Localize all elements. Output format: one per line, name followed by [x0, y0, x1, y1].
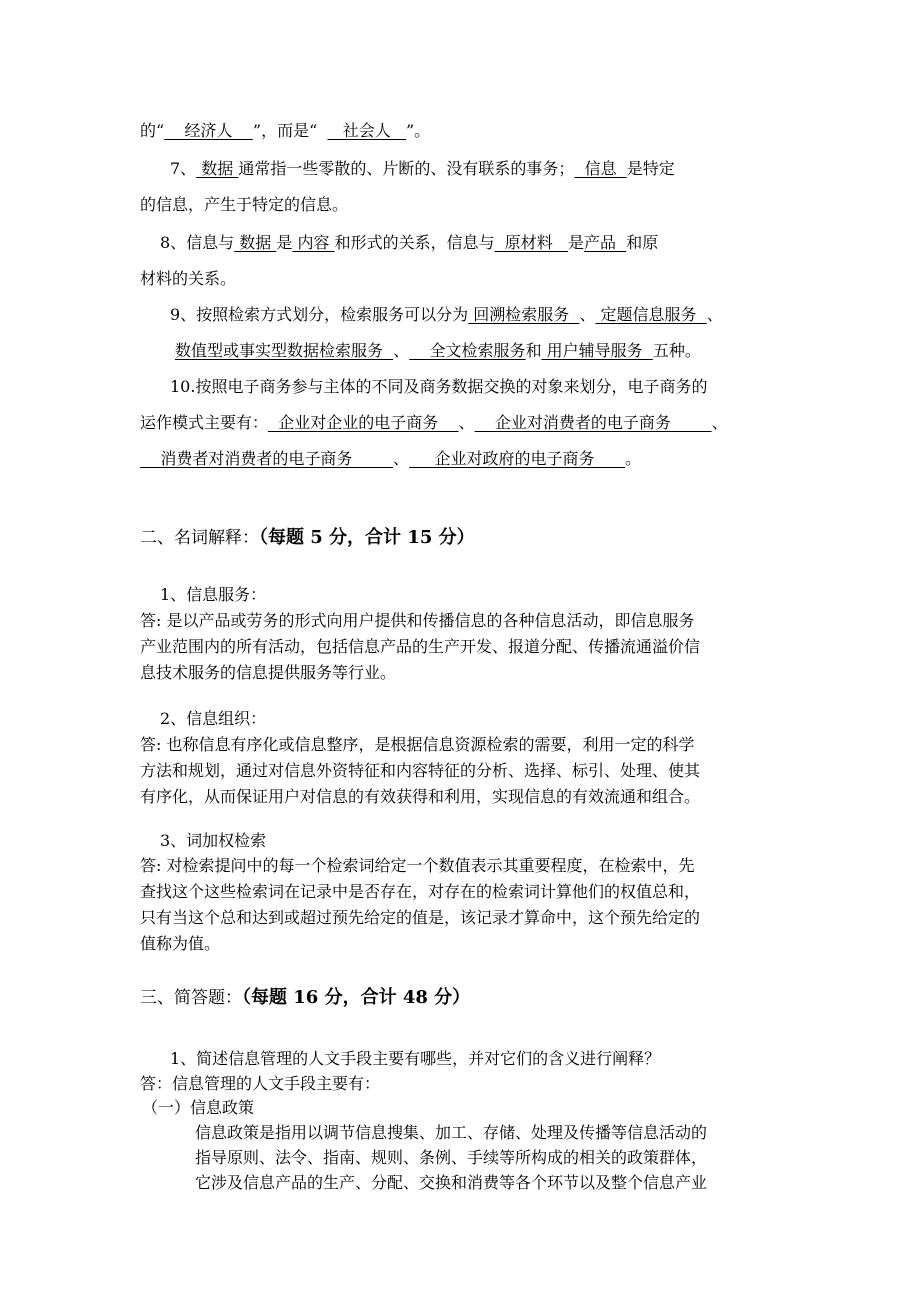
term-2-answer-line-2: 方法和规划，通过对信息外资特征和内容特征的分析、选择、标引、处理、使其 — [140, 761, 701, 780]
fill-line-economic-man: 的“ 经济人 ”，而是“ 社会人 ”。 — [140, 121, 431, 140]
term-1-answer-line-2: 产业范围内的所有活动，包括信息产品的生产开发、报道分配、传播流通溢价信 — [140, 637, 701, 656]
section-3-heading: 三、简答题：（每题 16 分，合计 48 分） — [140, 987, 471, 1008]
term-2-title: 2、信息组织： — [160, 709, 267, 728]
term-3-answer-line-4: 值称为值。 — [140, 934, 221, 953]
question-10-line-3: 消费者对消费者的电子商务 、 企业对政府的电子商务 。 — [140, 449, 642, 468]
term-1-title: 1、信息服务： — [160, 585, 267, 604]
question-7-line-1: 7、 数据 通常指一些零散的、片断的、没有联系的事务； 信息 是特定 — [170, 159, 675, 178]
question-10-line-1: 10.按照电子商务参与主体的不同及商务数据交换的对象来划分，电子商务的 — [170, 377, 708, 396]
term-2-answer-line-1: 答: 也称信息有序化或信息整序，是根据信息资源检索的需要，利用一定的科学 — [140, 735, 695, 754]
question-9-line-2: 数值型或事实型数据检索服务 、 全文检索服务和 用户辅导服务 五种。 — [175, 341, 701, 360]
short-answer-subheading: （一）信息政策 — [142, 1098, 255, 1117]
short-answer-line-2: 指导原则、法令、指南、规则、条例、手续等所构成的相关的政策群体， — [195, 1148, 708, 1167]
term-1-answer-line-1: 答: 是以产品或劳务的形式向用户提供和传播信息的各种信息活动，即信息服务 — [140, 611, 695, 630]
question-8-line-2: 材料的关系。 — [140, 269, 237, 288]
term-3-answer-line-3: 只有当这个总和达到或超过预先给定的值是，该记录才算命中，这个预先给定的 — [140, 908, 701, 927]
section-2-heading: 二、名词解释：（每题 5 分，合计 15 分） — [140, 527, 475, 548]
term-3-answer-line-2: 查找这个这些检索词在记录中是否存在，对存在的检索词计算他们的权值总和， — [140, 882, 701, 901]
term-1-answer-line-3: 息技术服务的信息提供服务等行业。 — [140, 663, 397, 682]
question-10-line-2: 运作模式主要有： 企业对企业的电子商务 、 企业对消费者的电子商务 、 — [140, 413, 728, 432]
term-3-title: 3、词加权检索 — [160, 831, 267, 850]
term-2-answer-line-3: 有序化，从而保证用户对信息的有效获得和利用，实现信息的有效流通和组合。 — [140, 787, 701, 806]
short-answer-line-1: 信息政策是指用以调节信息搜集、加工、存储、处理及传播等信息活动的 — [195, 1123, 708, 1142]
short-answer-intro: 答：信息管理的人文手段主要有： — [140, 1074, 381, 1093]
question-8-line-1: 8、信息与 数据 是 内容 和形式的关系，信息与 原材料 是产品 和原 — [160, 233, 659, 252]
short-answer-question: 1、简述信息管理的人文手段主要有哪些，并对它们的含义进行阐释？ — [170, 1049, 661, 1068]
term-3-answer-line-1: 答: 对检索提问中的每一个检索词给定一个数值表示其重要程度，在检索中，先 — [140, 856, 695, 875]
short-answer-line-3: 它涉及信息产品的生产、分配、交换和消费等各个环节以及整个信息产业 — [195, 1173, 708, 1192]
question-9-line-1: 9、按照检索方式划分，检索服务可以分为 回溯检索服务 、 定题信息服务 、 — [170, 305, 723, 324]
question-7-line-2: 的信息，产生于特定的信息。 — [140, 195, 349, 214]
